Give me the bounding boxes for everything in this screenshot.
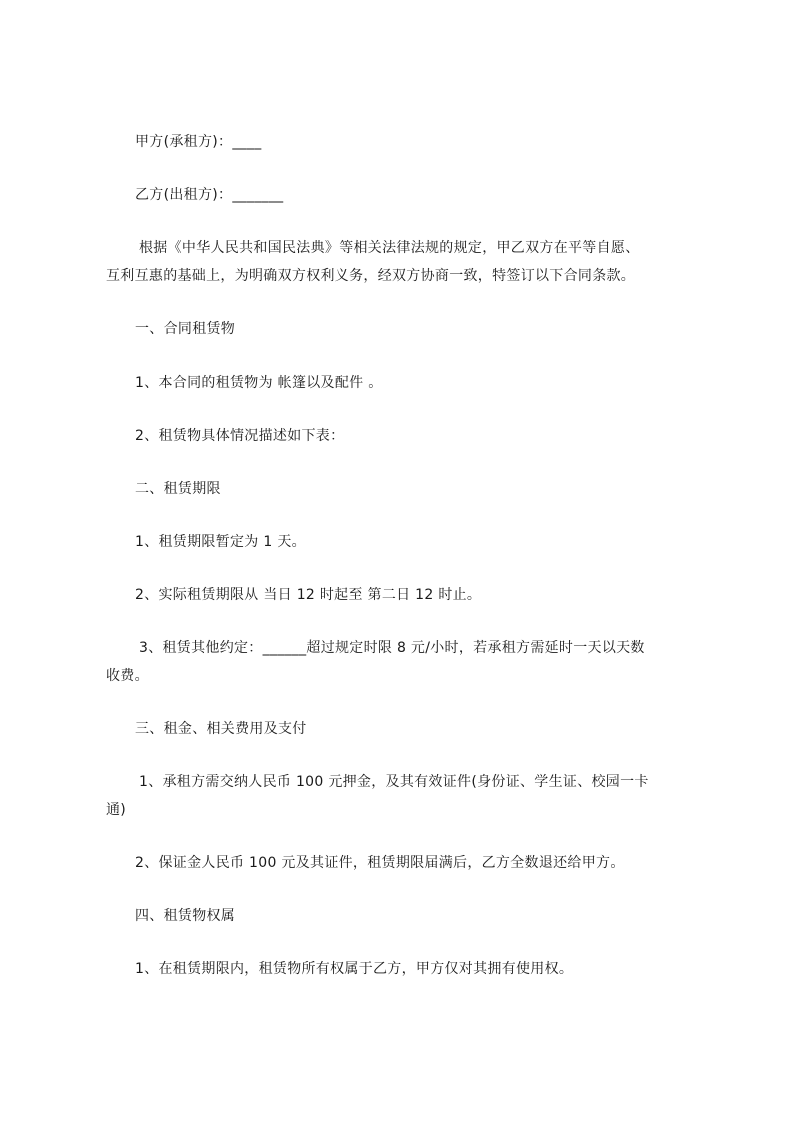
- intro-line-1: 根据《中华人民共和国民法典》等相关法律法规的规定，甲乙双方在平等自愿、: [139, 240, 640, 256]
- party-b-line: 乙方(出租方)：_______: [135, 187, 284, 203]
- intro-line-2: 互利互惠的基础上，为明确双方权利义务，经双方协商一致，特签订以下合同条款。: [106, 268, 636, 284]
- section-3-item-1-line-2: 通): [106, 802, 127, 818]
- section-3-item-1-line-1: 1、承租方需交纳人民币 100 元押金，及其有效证件(身份证、学生证、校园一卡: [139, 774, 649, 790]
- section-2-item-2: 2、实际租赁期限从 当日 12 时起至 第二日 12 时止。: [135, 587, 482, 603]
- section-1-item-1: 1、本合同的租赁物为 帐篷以及配件 。: [135, 375, 383, 391]
- party-a-line: 甲方(承租方)：____: [135, 134, 262, 150]
- section-2-item-3-line-1: 3、租赁其他约定：______超过规定时限 8 元/小时，若承租方需延时一天以天数: [139, 640, 645, 656]
- section-3-title: 三、租金、相关费用及支付: [135, 721, 307, 737]
- section-2-item-3-line-2: 收费。: [106, 668, 149, 684]
- section-1-title: 一、合同租赁物: [135, 321, 236, 337]
- section-2-item-1: 1、租赁期限暂定为 1 天。: [135, 534, 306, 550]
- section-3-item-2: 2、保证金人民币 100 元及其证件，租赁期限届满后，乙方全数退还给甲方。: [135, 855, 625, 871]
- section-1-item-2: 2、租赁物具体情况描述如下表：: [135, 428, 345, 444]
- section-4-item-1: 1、在租赁期限内，租赁物所有权属于乙方，甲方仅对其拥有使用权。: [135, 961, 574, 977]
- section-4-title: 四、租赁物权属: [135, 908, 236, 924]
- section-2-title: 二、租赁期限: [135, 481, 221, 497]
